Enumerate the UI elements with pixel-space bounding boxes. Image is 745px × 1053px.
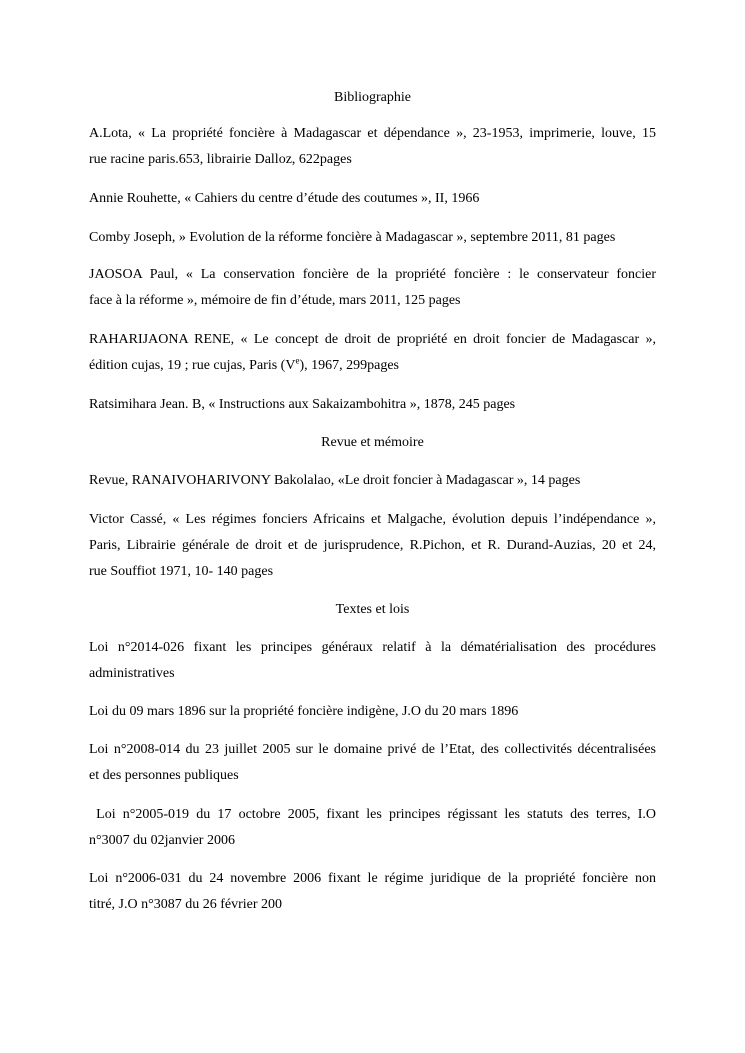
entry-line: rue Souffiot 1971, 10- 140 pages	[89, 564, 274, 579]
bibliography-entry	[89, 327, 656, 379]
entry-line: Paris, Librairie générale de droit et de jurisprudence, R.Pichon, et R. Durand-Auzias, 20 et 24,	[89, 538, 656, 553]
entry-line: Victor Cassé, « Les régimes fonciers Africains et Malgache, évolution depuis l’indépendance »,	[89, 512, 656, 527]
entry-text: édition cujas, 19 ; rue cujas, Paris (V	[89, 358, 296, 373]
bibliography-entry	[89, 262, 656, 314]
entry-line: RAHARIJAONA RENE, « Le concept de droit de propriété en droit foncier de Madagascar »,	[89, 332, 656, 347]
section-heading-revue: Revue et mémoire	[321, 435, 424, 450]
revue-entry	[89, 468, 656, 494]
entry-line: Comby Joseph, » Evolution de la réforme foncière à Madagascar », septembre 2011, 81 pages	[89, 230, 616, 245]
entry-line: A.Lota, « La propriété foncière à Madagascar et dépendance », 23-1953, imprimerie, louve, 15	[89, 126, 656, 141]
section-heading-bibliographie: Bibliographie	[334, 90, 411, 105]
law-entry	[89, 737, 656, 789]
entry-line: Ratsimihara Jean. B, « Instructions aux Sakaizambohitra », 1878, 245 pages	[89, 397, 516, 412]
law-entry	[89, 802, 656, 854]
entry-line	[89, 353, 656, 379]
entry-line: titré, J.O n°3087 du 26 février 200	[89, 897, 283, 912]
entry-line: Loi n°2006-031 du 24 novembre 2006 fixant le régime juridique de la propriété foncière non	[89, 871, 656, 886]
entry-line: face à la réforme », mémoire de fin d’étude, mars 2011, 125 pages	[89, 293, 461, 308]
entry-text: ), 1967, 299pages	[299, 358, 399, 373]
entry-line: Revue, RANAIVOHARIVONY Bakolalao, «Le droit foncier à Madagascar », 14 pages	[89, 473, 581, 488]
law-entry	[89, 699, 656, 725]
section-heading-textes: Textes et lois	[335, 602, 410, 617]
entry-line: JAOSOA Paul, « La conservation foncière de la propriété foncière : le conservateur foncier	[89, 267, 656, 282]
bibliography-entry	[89, 225, 656, 251]
entry-line: Loi n°2005-019 du 17 octobre 2005, fixant les principes régissant les statuts des terres, I.O	[89, 807, 656, 822]
entry-line: administratives	[89, 666, 175, 681]
law-entry	[89, 866, 656, 918]
bibliography-entry	[89, 121, 656, 173]
entry-line: Loi n°2008-014 du 23 juillet 2005 sur le domaine privé de l’Etat, des collectivités décentralisées	[89, 742, 656, 757]
entry-line: Loi n°2014-026 fixant les principes généraux relatif à la dématérialisation des procédures	[89, 640, 656, 655]
bibliography-entry	[89, 186, 656, 212]
entry-line: rue racine paris.653, librairie Dalloz, 622pages	[89, 152, 352, 167]
entry-line: n°3007 du 02janvier 2006	[89, 833, 235, 848]
entry-line: Annie Rouhette, « Cahiers du centre d’étude des coutumes », II, 1966	[89, 191, 480, 206]
revue-entry	[89, 507, 656, 585]
entry-line: Loi du 09 mars 1896 sur la propriété foncière indigène, J.O du 20 mars 1896	[89, 704, 519, 719]
entry-line: et des personnes publiques	[89, 768, 239, 783]
bibliography-entry	[89, 392, 656, 418]
superscript: e	[295, 355, 300, 366]
law-entry	[89, 635, 656, 687]
